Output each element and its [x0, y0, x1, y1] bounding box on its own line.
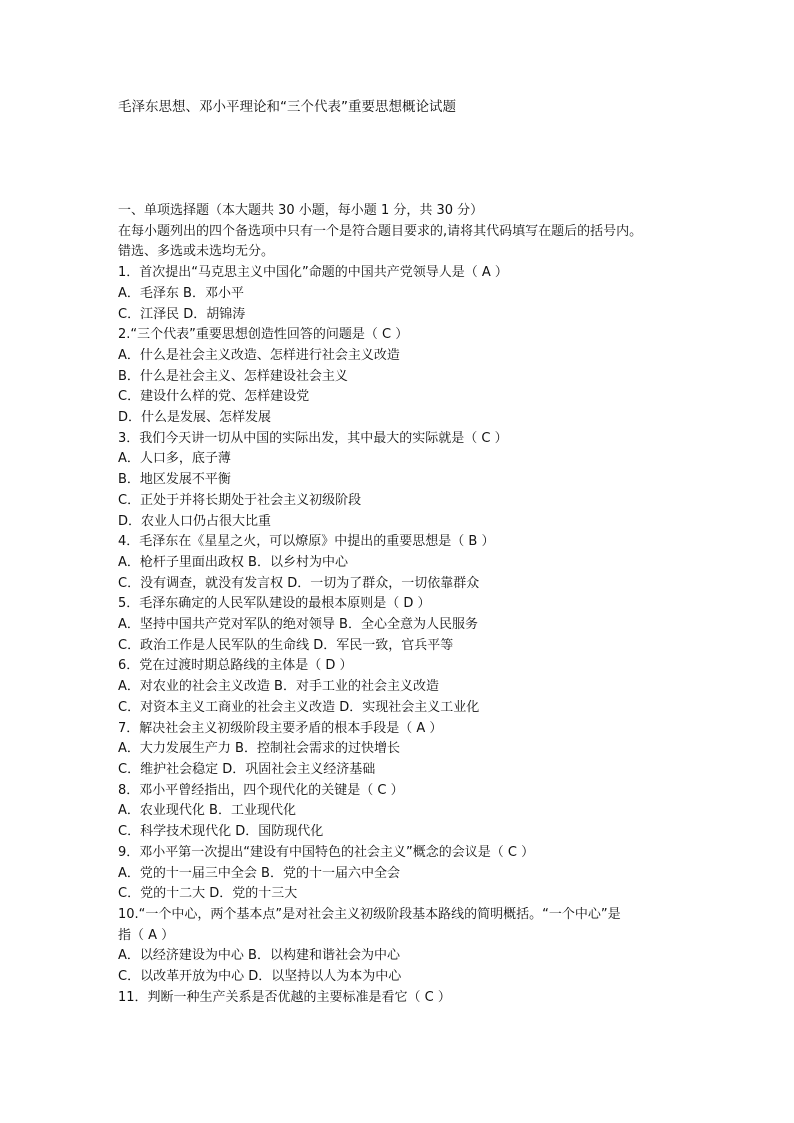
question-9: 9．邓小平第一次提出“建设有中国特色的社会主义”概念的会议是（ C ）	[118, 844, 535, 860]
option-line: C．建设什么样的党、怎样建设党	[118, 389, 310, 405]
option-line: D．什么是发展、怎样发展	[118, 410, 272, 426]
question-1: 1．首次提出“马克思主义中国化”命题的中国共产党领导人是（ A ）	[118, 265, 508, 281]
question-10: 10.“一个中心，两个基本点”是对社会主义初级阶段基本路线的简明概括。“一个中心”是	[118, 906, 621, 922]
option-line: C．没有调查，就没有发言权 D．一切为了群众，一切依靠群众	[118, 575, 480, 591]
option-line: C．以改革开放为中心 D．以坚持以人为本为中心	[118, 969, 402, 985]
option-line: A．对农业的社会主义改造 B．对手工业的社会主义改造	[118, 679, 439, 695]
question-10-continued: 指（ A ）	[118, 927, 175, 943]
option-line: C．对资本主义工商业的社会主义改造 D．实现社会主义工业化	[118, 699, 480, 715]
option-line: A．党的十一届三中全会 B．党的十一届六中全会	[118, 865, 400, 881]
option-line: C．维护社会稳定 D．巩固社会主义经济基础	[118, 761, 376, 777]
question-6: 6．党在过渡时期总路线的主体是（ D ）	[118, 658, 353, 674]
instruction-line: 在每小题列出的四个备选项中只有一个是符合题目要求的,请将其代码填写在题后的括号内。	[118, 223, 643, 239]
option-line: A．人口多，底子薄	[118, 451, 231, 467]
option-line: D．农业人口仍占很大比重	[118, 513, 272, 529]
question-5: 5．毛泽东确定的人民军队建设的最根本原则是（ D ）	[118, 596, 431, 612]
option-line: A．以经济建设为中心 B．以构建和谐社会为中心	[118, 948, 400, 964]
option-line: B．什么是社会主义、怎样建设社会主义	[118, 368, 348, 384]
document-title: 毛泽东思想、邓小平理论和“三个代表”重要思想概论试题	[118, 99, 456, 115]
option-line: C．正处于并将长期处于社会主义初级阶段	[118, 492, 362, 508]
option-line: C．科学技术现代化 D．国防现代化	[118, 824, 324, 840]
option-line: A．坚持中国共产党对军队的绝对领导 B．全心全意为人民服务	[118, 617, 478, 633]
question-7: 7．解决社会主义初级阶段主要矛盾的根本手段是（ A ）	[118, 720, 443, 736]
instruction-line: 错选、多选或未选均无分。	[118, 244, 275, 260]
option-line: A．大力发展生产力 B．控制社会需求的过快增长	[118, 741, 400, 757]
option-line: C．政治工作是人民军队的生命线 D．军民一致，官兵平等	[118, 637, 454, 653]
option-line: C．党的十二大 D．党的十三大	[118, 886, 298, 902]
option-line: A．毛泽东 B．邓小平	[118, 285, 244, 301]
question-3: 3．我们今天讲一切从中国的实际出发，其中最大的实际就是（ C ）	[118, 430, 508, 446]
question-8: 8．邓小平曾经指出，四个现代化的关键是（ C ）	[118, 782, 404, 798]
option-line: A．农业现代化 B．工业现代化	[118, 803, 296, 819]
option-line: A．枪杆子里面出政权 B．以乡村为中心	[118, 554, 348, 570]
question-content	[118, 201, 698, 1008]
option-line: C．江泽民 D．胡锦涛	[118, 306, 246, 322]
question-2: 2.“三个代表”重要思想创造性回答的问题是（ C ）	[118, 327, 409, 343]
option-line: A．什么是社会主义改造、怎样进行社会主义改造	[118, 347, 400, 363]
option-line: B．地区发展不平衡	[118, 472, 231, 488]
question-11: 11．判断一种生产关系是否优越的主要标准是看它（ C ）	[118, 989, 451, 1005]
section-heading: 一、单项选择题（本大题共 30 小题，每小题 1 分，共 30 分）	[118, 203, 484, 218]
question-4: 4．毛泽东在《星星之火，可以燎原》中提出的重要思想是（ B ）	[118, 534, 495, 550]
